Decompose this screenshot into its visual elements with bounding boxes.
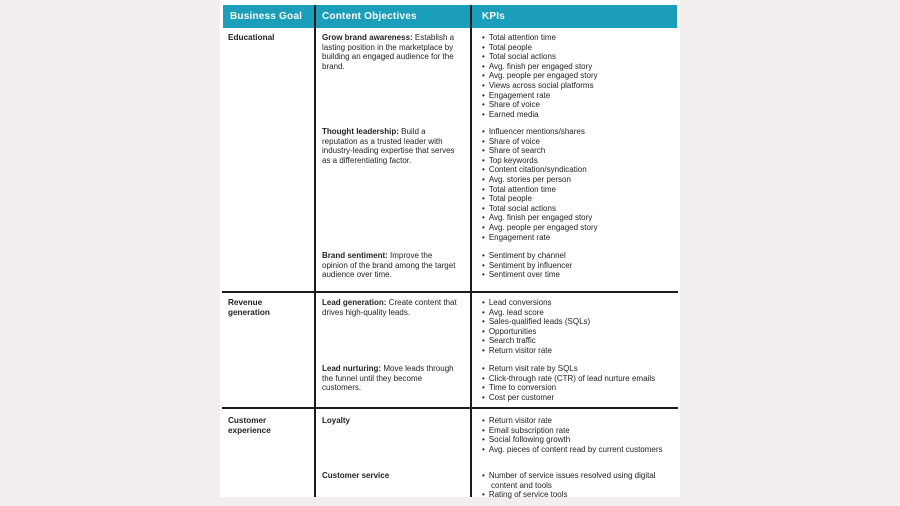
header-business-goal: Business Goal bbox=[230, 11, 303, 22]
kpi-item: • Total attention time bbox=[482, 185, 676, 195]
kpi-item: • Share of search bbox=[482, 146, 676, 156]
objective-title: Loyalty bbox=[322, 416, 351, 425]
business-goal-label: Educational bbox=[228, 33, 275, 42]
objective-cell bbox=[314, 33, 470, 71]
kpi-item: • Return visit rate by SQLs bbox=[482, 364, 676, 374]
kpi-item: • Avg. stories per person bbox=[482, 175, 676, 185]
kpi-item: • Email subscription rate bbox=[482, 426, 676, 436]
objective-cell bbox=[314, 298, 470, 317]
kpi-item: • Click-through rate (CTR) of lead nurture emails bbox=[482, 374, 676, 384]
kpi-item: • Engagement rate bbox=[482, 233, 676, 243]
kpi-item: • Time to conversion bbox=[482, 383, 676, 393]
kpi-list bbox=[482, 471, 676, 500]
kpi-list bbox=[482, 251, 676, 280]
kpi-item: • Rating of service tools bbox=[482, 490, 676, 500]
objective-title: Lead nurturing: bbox=[322, 364, 382, 373]
objective-title: Brand sentiment: bbox=[322, 251, 388, 260]
business-goal-label: Customer experience bbox=[228, 416, 271, 435]
kpi-item: • Opportunities bbox=[482, 327, 676, 337]
kpi-item: • Number of service issues resolved using digital content and tools bbox=[482, 471, 676, 490]
objective-cell bbox=[314, 364, 470, 393]
kpi-list bbox=[482, 364, 676, 402]
kpi-item: • Sentiment over time bbox=[482, 270, 676, 280]
table-header bbox=[223, 5, 677, 28]
kpi-item: • Avg. people per engaged story bbox=[482, 71, 676, 81]
kpi-item: • Avg. lead score bbox=[482, 308, 676, 318]
kpi-item: • Lead conversions bbox=[482, 298, 676, 308]
kpi-item: • Earned media bbox=[482, 110, 676, 120]
column-divider-1 bbox=[314, 5, 316, 497]
objective-description: Move leads through the funnel until they become customers. bbox=[322, 364, 454, 393]
kpi-item: • Engagement rate bbox=[482, 91, 676, 101]
kpi-item: • Share of voice bbox=[482, 137, 676, 147]
table-row bbox=[220, 251, 680, 280]
kpi-item: • Total social actions bbox=[482, 52, 676, 62]
objective-description: Create content that drives high-quality leads. bbox=[322, 298, 457, 317]
kpi-table bbox=[220, 0, 680, 500]
kpi-item: • Total social actions bbox=[482, 204, 676, 214]
objective-cell bbox=[314, 416, 470, 426]
objective-description: Improve the opinion of the brand among the target audience over time. bbox=[322, 251, 456, 280]
objective-description: Establish a lasting position in the marketplace by building an engaged audience for the brand. bbox=[322, 33, 455, 71]
table-row bbox=[220, 127, 680, 242]
section-divider-1 bbox=[222, 291, 678, 293]
kpi-item: • Social following growth bbox=[482, 435, 676, 445]
kpi-item: • Cost per customer bbox=[482, 393, 676, 403]
column-divider-2 bbox=[470, 5, 472, 497]
kpi-item: • Avg. finish per engaged story bbox=[482, 62, 676, 72]
kpi-list bbox=[482, 416, 676, 454]
kpi-item: • Avg. people per engaged story bbox=[482, 223, 676, 233]
table-row bbox=[220, 298, 680, 356]
kpi-item: • Views across social platforms bbox=[482, 81, 676, 91]
kpi-item: • Sentiment by influencer bbox=[482, 261, 676, 271]
kpi-item: • Avg. finish per engaged story bbox=[482, 213, 676, 223]
objective-title: Grow brand awareness: bbox=[322, 33, 413, 42]
table-row bbox=[220, 416, 680, 454]
kpi-list bbox=[482, 33, 676, 119]
kpi-list bbox=[482, 298, 676, 356]
kpi-item: • Influencer mentions/shares bbox=[482, 127, 676, 137]
header-kpis: KPIs bbox=[482, 11, 506, 22]
kpi-item: • Share of voice bbox=[482, 100, 676, 110]
kpi-item: • Total attention time bbox=[482, 33, 676, 43]
kpi-item: • Total people bbox=[482, 194, 676, 204]
kpi-list bbox=[482, 127, 676, 242]
objective-description: Build a reputation as a trusted leader with industry-leading expertise that serves as a differentiating factor. bbox=[322, 127, 455, 165]
kpi-item: • Search traffic bbox=[482, 336, 676, 346]
table-row bbox=[220, 33, 680, 119]
objective-title: Customer service bbox=[322, 471, 390, 480]
header-content-objectives: Content Objectives bbox=[322, 11, 417, 22]
objective-cell bbox=[314, 127, 470, 165]
kpi-item: • Total people bbox=[482, 43, 676, 53]
kpi-item: • Return visitor rate bbox=[482, 416, 676, 426]
objective-cell bbox=[314, 251, 470, 280]
section-divider-2 bbox=[222, 407, 678, 409]
kpi-item: • Sales-qualified leads (SQLs) bbox=[482, 317, 676, 327]
kpi-item: • Content citation/syndication bbox=[482, 165, 676, 175]
table-row bbox=[220, 364, 680, 402]
objective-title: Thought leadership: bbox=[322, 127, 399, 136]
objective-cell bbox=[314, 471, 470, 481]
business-goal-label: Revenue generation bbox=[228, 298, 270, 317]
kpi-item: • Return visitor rate bbox=[482, 346, 676, 356]
objective-title: Lead generation: bbox=[322, 298, 387, 307]
kpi-item: • Top keywords bbox=[482, 156, 676, 166]
kpi-item: • Avg. pieces of content read by current customers bbox=[482, 445, 676, 455]
table-row bbox=[220, 471, 680, 500]
kpi-item: • Sentiment by channel bbox=[482, 251, 676, 261]
